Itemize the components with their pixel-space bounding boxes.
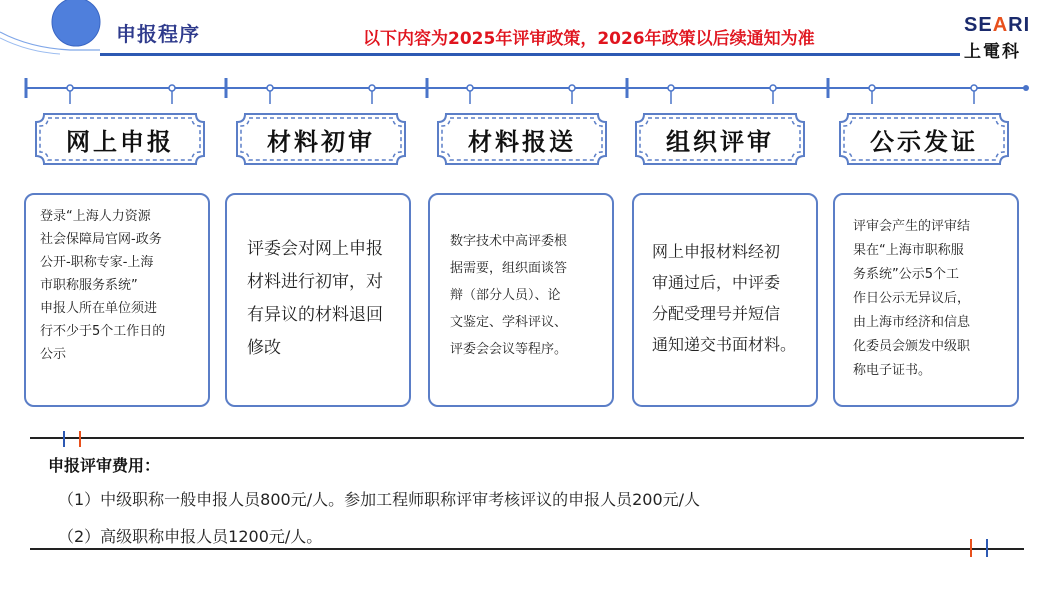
card-line: 由上海市经济和信息 bbox=[853, 315, 971, 330]
card-line: 文鉴定、学科评议、 bbox=[450, 315, 568, 330]
step-label-material-submission: 材料报送 bbox=[436, 112, 608, 166]
card-line: 审通过后，中评委 bbox=[652, 273, 781, 292]
fees-title: 申报评审费用： bbox=[48, 456, 161, 475]
card-line: 果在“上海市职称服 bbox=[853, 243, 964, 258]
step-label-organize-review: 组织评审 bbox=[634, 112, 806, 166]
card-line: 数字技术中高评委根 bbox=[450, 234, 568, 249]
card-line: 网上申报材料经初 bbox=[652, 242, 781, 261]
card-line: 社会保障局官网-政务 bbox=[40, 232, 162, 247]
card-line: 分配受理号并短信 bbox=[652, 304, 781, 323]
accent-tick-blue bbox=[63, 431, 65, 447]
card-line: 辩（部分人员）、论 bbox=[450, 288, 561, 303]
accent-tick-orange bbox=[79, 431, 81, 447]
card-line: 评委会对网上申报 bbox=[247, 239, 383, 259]
card-line: 市职称服务系统” bbox=[40, 278, 138, 293]
card-organize-review bbox=[632, 193, 818, 407]
accent-tick-orange bbox=[970, 539, 972, 557]
card-line: 行不少于5个工作日的 bbox=[40, 324, 166, 339]
card-line: 有异议的材料退回 bbox=[247, 305, 383, 325]
card-material-submission bbox=[428, 193, 614, 407]
card-line: 公开-职称专家-上海 bbox=[40, 255, 154, 270]
card-line: 材料进行初审，对 bbox=[247, 272, 383, 292]
accent-tick-blue bbox=[986, 539, 988, 557]
page-title: 申报程序 bbox=[116, 22, 200, 46]
card-line: 登录“上海人力资源 bbox=[40, 209, 151, 224]
card-line: 公示 bbox=[40, 347, 67, 362]
fee-item-senior: （2）高级职称申报人员1200元/人。 bbox=[58, 527, 323, 546]
step-label-online-application: 网上申报 bbox=[34, 112, 206, 166]
logo-text-en: SEARI bbox=[964, 14, 1031, 36]
card-line: 评委会会议等程序。 bbox=[450, 342, 568, 357]
fees-top-rule bbox=[30, 437, 1024, 439]
card-line: 据需要，组织面谈答 bbox=[450, 261, 568, 276]
company-logo bbox=[964, 14, 1044, 62]
process-timeline bbox=[0, 70, 1056, 110]
card-line: 称电子证书。 bbox=[853, 363, 932, 378]
fees-bottom-rule bbox=[30, 548, 1024, 550]
card-preliminary-review bbox=[225, 193, 411, 407]
card-line: 修改 bbox=[247, 338, 281, 358]
card-line: 作日公示无异议后， bbox=[853, 291, 971, 306]
card-line: 评审会产生的评审结 bbox=[853, 219, 971, 234]
fee-item-intermediate: （1）中级职称一般申报人员800元/人。参加工程师职称评审考核评议的申报人员200元/人 bbox=[58, 490, 701, 509]
logo-text-cn: 上電科 bbox=[964, 42, 1021, 62]
step-label-preliminary-review: 材料初审 bbox=[235, 112, 407, 166]
card-line: 务系统”公示5个工 bbox=[853, 267, 960, 282]
card-online-application bbox=[24, 193, 210, 407]
card-line: 化委员会颁发中级职 bbox=[853, 339, 971, 354]
card-line: 通知递交书面材料。 bbox=[652, 335, 797, 354]
header-divider bbox=[100, 53, 960, 56]
step-label-publicity-certification: 公示发证 bbox=[838, 112, 1010, 166]
card-publicity-certification bbox=[833, 193, 1019, 407]
policy-notice: 以下内容为2025年评审政策，2026年政策以后续通知为准 bbox=[363, 29, 815, 49]
card-line: 申报人所在单位须进 bbox=[40, 301, 158, 316]
header-decoration bbox=[0, 0, 130, 60]
